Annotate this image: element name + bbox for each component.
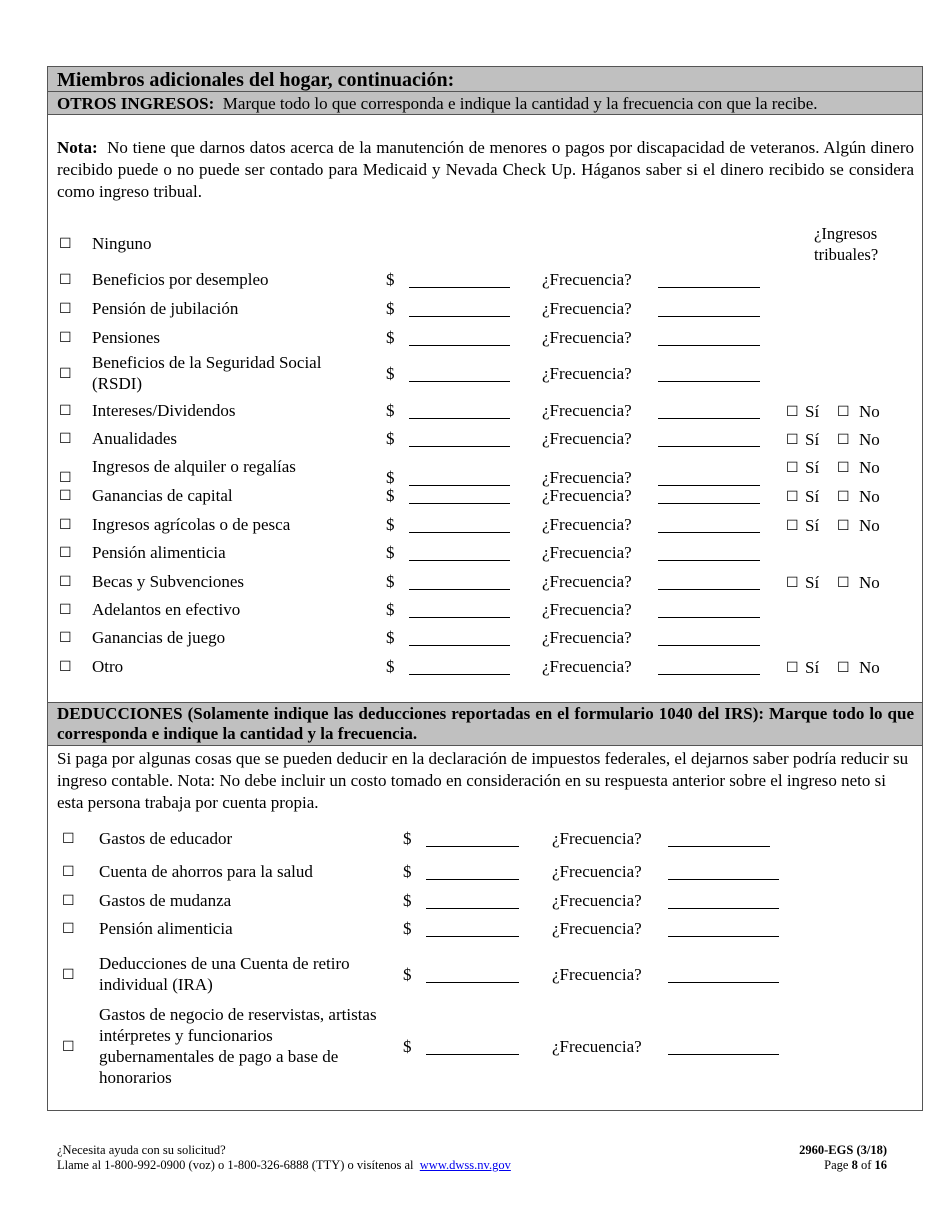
dollar-sign: $ (403, 891, 412, 910)
amount-field[interactable] (409, 645, 510, 646)
deduction-checkbox[interactable]: ☐ (62, 921, 75, 937)
tribal-yes-label: Sí (805, 658, 820, 677)
frequency-label: ¿Frecuencia? (552, 891, 642, 910)
tribal-yes-checkbox[interactable]: ☐ (786, 404, 799, 420)
income-label: Pensión alimenticia (92, 543, 226, 562)
amount-field[interactable] (426, 982, 519, 983)
frequency-field[interactable] (658, 287, 760, 288)
deduction-label: Deducciones de una Cuenta de retiro individual (IRA) (99, 954, 350, 994)
amount-field[interactable] (426, 1054, 519, 1055)
tribal-yes-checkbox[interactable]: ☐ (786, 660, 799, 676)
income-label: Becas y Subvenciones (92, 572, 245, 591)
footer-help-question: ¿Necesita ayuda con su solicitud? (57, 1143, 226, 1157)
income-checkbox[interactable]: ☐ (59, 403, 72, 419)
income-label: Beneficios por desempleo (92, 270, 269, 289)
frequency-field[interactable] (658, 446, 760, 447)
amount-field[interactable] (426, 879, 519, 880)
footer-call (57, 1158, 511, 1173)
income-label: Intereses/Dividendos (92, 401, 236, 420)
otros-header-label: OTROS INGRESOS: (57, 94, 215, 113)
frequency-field[interactable] (658, 485, 760, 486)
frequency-label: ¿Frecuencia? (552, 1036, 642, 1056)
amount-field[interactable] (409, 674, 510, 675)
tribal-yes-label: Sí (805, 458, 820, 477)
income-label: Pensiones (92, 328, 160, 347)
deduction-label: Gastos de negocio de reservistas, artistas intérpretes y funcionarios gubernamentales de pago a base de honorarios (99, 1005, 377, 1087)
form-id: 2960-EGS (3/18) (799, 1143, 887, 1157)
deducciones-header: DEDUCCIONES (Solamente indique las deducciones reportadas en el formulario 1040 del IRS): Marque todo lo que corresponda e indique la cantidad y la frecuencia. (57, 704, 914, 743)
tribal-no-label: No (859, 458, 880, 477)
deduction-label: Pensión alimenticia (99, 919, 233, 938)
income-checkbox[interactable]: ☐ (59, 602, 72, 618)
amount-field[interactable] (409, 589, 510, 590)
deduction-label: Gastos de educador (99, 829, 233, 848)
tribal-no-checkbox[interactable]: ☐ (837, 518, 850, 534)
tribal-yes-checkbox[interactable]: ☐ (786, 489, 799, 505)
tribal-yes-checkbox[interactable]: ☐ (786, 432, 799, 448)
tribal-no-label: No (859, 487, 880, 506)
frequency-label: ¿Frecuencia? (542, 270, 632, 289)
income-checkbox[interactable]: ☐ (59, 574, 72, 590)
tribal-yes-label: Sí (805, 402, 820, 421)
dollar-sign: $ (403, 1036, 412, 1056)
deduction-label: Gastos de mudanza (99, 891, 232, 910)
ninguno-label: Ninguno (92, 234, 152, 253)
income-label: Ingresos agrícolas o de pesca (92, 515, 291, 534)
dollar-sign: $ (386, 468, 395, 487)
deduction-label: Cuenta de ahorros para la salud (99, 862, 313, 881)
otros-note (57, 137, 914, 203)
tribal-yes-checkbox[interactable]: ☐ (786, 575, 799, 591)
frequency-label: ¿Frecuencia? (542, 364, 632, 383)
amount-field[interactable] (426, 936, 519, 937)
frequency-field[interactable] (668, 982, 779, 983)
dollar-sign: $ (386, 572, 395, 591)
amount-field[interactable] (409, 418, 510, 419)
amount-field[interactable] (409, 485, 510, 486)
page-number: Page 8 of 16 (824, 1158, 887, 1172)
frequency-label: ¿Frecuencia? (542, 515, 632, 534)
note-text: No tiene que darnos datos acerca de la manutención de menores o pagos por discapacidad de veteranos. Algún dinero recibido puede o no puede ser contado para Medicaid y Nevada Check Up. Háganos saber si el dinero recibido se considera como ingreso tribual. (57, 138, 914, 201)
tribal-no-label: No (859, 516, 880, 535)
income-checkbox[interactable]: ☐ (59, 488, 72, 504)
tribal-header: ¿Ingresos tribuales? (814, 224, 879, 264)
tribal-yes-label: Sí (805, 573, 820, 592)
income-checkbox[interactable]: ☐ (59, 272, 72, 288)
tribal-no-checkbox[interactable]: ☐ (837, 660, 850, 676)
dollar-sign: $ (386, 628, 395, 647)
deduction-checkbox[interactable]: ☐ (62, 966, 75, 983)
frequency-label: ¿Frecuencia? (542, 328, 632, 347)
frequency-label: ¿Frecuencia? (542, 299, 632, 318)
frequency-label: ¿Frecuencia? (542, 628, 632, 647)
deduction-checkbox[interactable]: ☐ (62, 1038, 75, 1055)
tribal-yes-label: Sí (805, 430, 820, 449)
frequency-label: ¿Frecuencia? (552, 862, 642, 881)
frequency-field[interactable] (658, 532, 760, 533)
frequency-label: ¿Frecuencia? (542, 429, 632, 448)
divider (48, 114, 922, 115)
frequency-field[interactable] (658, 418, 760, 419)
dollar-sign: $ (386, 543, 395, 562)
footer-call-text: Llame al 1-800-992-0900 (voz) o 1-800-326-6888 (TTY) o visítenos al (57, 1158, 414, 1172)
frequency-field[interactable] (668, 908, 779, 909)
amount-field[interactable] (409, 381, 510, 382)
tribal-yes-checkbox[interactable]: ☐ (786, 518, 799, 534)
frequency-label: ¿Frecuencia? (542, 600, 632, 619)
otros-header (57, 93, 818, 114)
amount-field[interactable] (409, 446, 510, 447)
income-label: Ingresos de alquiler o regalías (92, 457, 296, 476)
income-checkbox[interactable]: ☐ (59, 431, 72, 447)
income-label: Otro (92, 657, 124, 676)
frequency-field[interactable] (668, 1054, 779, 1055)
deduction-checkbox[interactable]: ☐ (62, 864, 75, 880)
dollar-sign: $ (386, 486, 395, 505)
amount-field[interactable] (409, 560, 510, 561)
dollar-sign: $ (403, 862, 412, 881)
frequency-field[interactable] (658, 345, 760, 346)
frequency-field[interactable] (658, 674, 760, 675)
deduction-checkbox[interactable]: ☐ (62, 893, 75, 909)
dollar-sign: $ (403, 829, 412, 848)
tribal-no-checkbox[interactable]: ☐ (837, 404, 850, 420)
ninguno-checkbox[interactable]: ☐ (59, 236, 72, 252)
amount-field[interactable] (426, 846, 519, 847)
dollar-sign: $ (386, 299, 395, 318)
frequency-field[interactable] (668, 879, 779, 880)
deducciones-intro: Si paga por algunas cosas que se pueden deducir en la declaración de impuestos federales, el dejarnos saber podría reducir su ingreso contable. Nota: No debe incluir un costo tomado en consideración en su respuesta anterior sobre el ingreso neto si esta persona trabaja por cuenta propia. (57, 749, 909, 812)
amount-field[interactable] (409, 617, 510, 618)
frequency-field[interactable] (668, 936, 779, 937)
frequency-label: ¿Frecuencia? (542, 468, 632, 487)
frequency-field[interactable] (658, 316, 760, 317)
frequency-field[interactable] (658, 589, 760, 590)
frequency-field[interactable] (658, 645, 760, 646)
frequency-field[interactable] (658, 503, 760, 504)
amount-field[interactable] (409, 503, 510, 504)
note-label: Nota: (57, 138, 98, 157)
tribal-no-checkbox[interactable]: ☐ (837, 489, 850, 505)
dollar-sign: $ (403, 919, 412, 938)
income-checkbox[interactable]: ☐ (59, 330, 72, 346)
frequency-field[interactable] (658, 560, 760, 561)
income-label: Beneficios de la Seguridad Social (RSDI) (92, 353, 322, 393)
frequency-field[interactable] (658, 381, 760, 382)
income-label: Ganancias de juego (92, 628, 226, 647)
frequency-label: ¿Frecuencia? (552, 964, 642, 984)
dollar-sign: $ (403, 964, 412, 984)
dollar-sign: $ (386, 401, 395, 420)
amount-field[interactable] (409, 345, 510, 346)
divider (48, 745, 922, 746)
frequency-label: ¿Frecuencia? (542, 401, 632, 420)
tribal-yes-label: Sí (805, 516, 820, 535)
income-label: Ganancias de capital (92, 486, 233, 505)
amount-field[interactable] (409, 532, 510, 533)
income-checkbox[interactable]: ☐ (59, 630, 72, 646)
dollar-sign: $ (386, 364, 395, 383)
dollar-sign: $ (386, 429, 395, 448)
otros-header-text: Marque todo lo que corresponda e indique la cantidad y la frecuencia con que la recibe. (222, 94, 818, 113)
dollar-sign: $ (386, 600, 395, 619)
tribal-no-label: No (859, 430, 880, 449)
dollar-sign: $ (386, 328, 395, 347)
frequency-label: ¿Frecuencia? (542, 543, 632, 562)
frequency-label: ¿Frecuencia? (552, 829, 642, 848)
amount-field[interactable] (409, 287, 510, 288)
income-label: Pensión de jubilación (92, 299, 239, 318)
frequency-label: ¿Frecuencia? (542, 572, 632, 591)
amount-field[interactable] (426, 908, 519, 909)
frequency-field[interactable] (658, 617, 760, 618)
amount-field[interactable] (409, 316, 510, 317)
frequency-label: ¿Frecuencia? (542, 486, 632, 505)
frequency-field[interactable] (668, 846, 770, 847)
income-checkbox[interactable]: ☐ (59, 301, 72, 317)
footer-link[interactable]: www.dwss.nv.gov (419, 1158, 511, 1172)
tribal-no-label: No (859, 658, 880, 677)
income-checkbox[interactable]: ☐ (59, 366, 72, 382)
deduction-checkbox[interactable]: ☐ (62, 831, 75, 847)
dollar-sign: $ (386, 515, 395, 534)
tribal-yes-label: Sí (805, 487, 820, 506)
tribal-no-checkbox[interactable]: ☐ (837, 460, 850, 476)
tribal-no-checkbox[interactable]: ☐ (837, 432, 850, 448)
income-checkbox[interactable]: ☐ (59, 659, 72, 675)
dollar-sign: $ (386, 270, 395, 289)
frequency-label: ¿Frecuencia? (552, 919, 642, 938)
tribal-no-label: No (859, 573, 880, 592)
tribal-no-label: No (859, 402, 880, 421)
income-checkbox[interactable]: ☐ (59, 545, 72, 561)
income-label: Adelantos en efectivo (92, 600, 241, 619)
tribal-yes-checkbox[interactable]: ☐ (786, 460, 799, 476)
income-checkbox[interactable]: ☐ (59, 517, 72, 533)
income-checkbox[interactable]: ☐ (59, 470, 72, 486)
income-label: Anualidades (92, 429, 177, 448)
frequency-label: ¿Frecuencia? (542, 657, 632, 676)
section-title: Miembros adicionales del hogar, continuación: (57, 69, 455, 91)
tribal-no-checkbox[interactable]: ☐ (837, 575, 850, 591)
dollar-sign: $ (386, 657, 395, 676)
